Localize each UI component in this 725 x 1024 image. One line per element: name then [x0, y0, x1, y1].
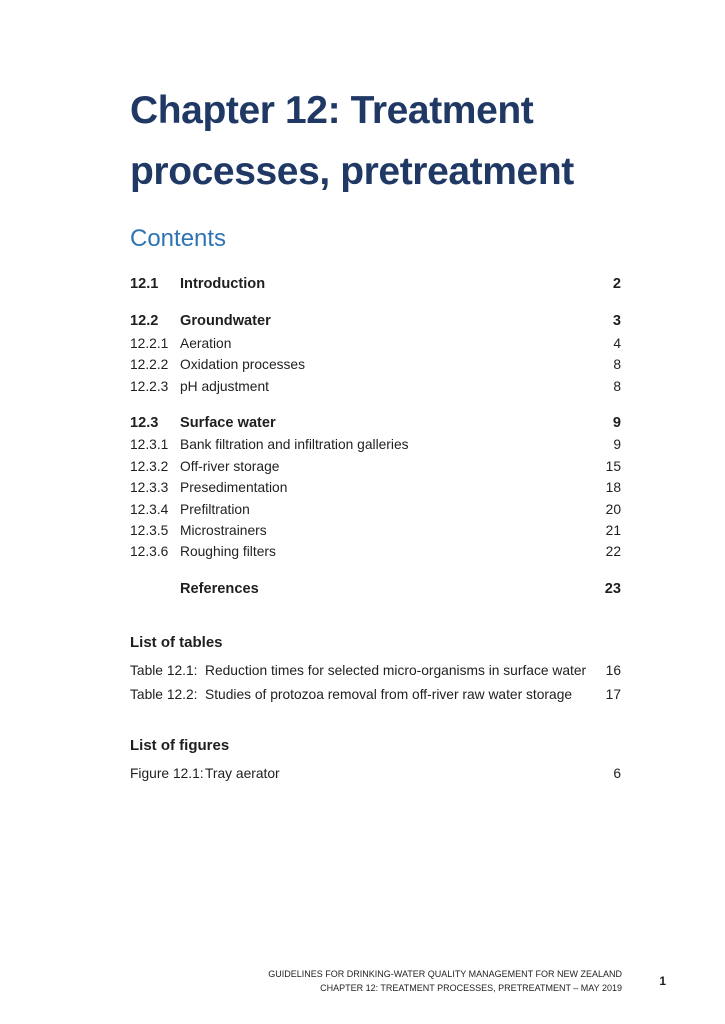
- page-title: [130, 80, 650, 202]
- figure-entry-title: Tray aerator: [205, 766, 280, 781]
- toc-entry-label: pH adjustment: [180, 378, 269, 394]
- toc-entry-references[interactable]: [130, 579, 621, 600]
- table-entry-page: 16: [605, 663, 621, 678]
- contents-heading: Contents: [130, 225, 227, 252]
- table-entry-page: 17: [605, 687, 621, 703]
- toc-entry-number: 12.3.1: [130, 437, 169, 453]
- toc-entry-page: 4: [613, 335, 621, 351]
- toc-entry-groundwater[interactable]: [130, 311, 621, 332]
- toc-entry-label: Surface water: [180, 415, 276, 432]
- toc-entry-label: Introduction: [180, 276, 266, 292]
- toc-entry-label: Groundwater: [180, 313, 271, 330]
- toc-entry-page: 18: [605, 480, 621, 496]
- list-of-figures-heading: List of figures: [130, 737, 230, 754]
- toc-entry-label: Oxidation processes: [180, 357, 306, 373]
- toc-entry-number: 12.3.4: [130, 501, 169, 517]
- toc-entry-number: 12.1: [130, 276, 159, 292]
- toc-entry-page: 15: [605, 458, 621, 474]
- toc-entry-page: 9: [612, 415, 621, 432]
- toc-entry-number: 12.2.2: [130, 357, 169, 373]
- table-entry-12-1[interactable]: [130, 659, 621, 683]
- toc-entry-label: Off-river storage: [180, 458, 280, 474]
- toc-entry-aeration[interactable]: [130, 333, 621, 354]
- toc-entry-oxidation-processes[interactable]: [130, 354, 621, 375]
- page-number: 1: [659, 974, 666, 988]
- table-entry-label: Table 12.1:: [130, 663, 198, 678]
- table-entry-label: Table 12.2:: [130, 687, 198, 703]
- toc-entry-number: 12.3.2: [130, 458, 169, 474]
- toc-entry-page: 22: [605, 544, 621, 560]
- toc-entry-number: 12.2.1: [130, 335, 169, 351]
- list-of-figures: [130, 737, 621, 786]
- toc-entry-prefiltration[interactable]: [130, 499, 621, 520]
- toc-entry-microstrainers[interactable]: [130, 520, 621, 541]
- toc-entry-page: 20: [605, 501, 621, 517]
- page-footer: [268, 968, 622, 995]
- toc-entry-label: Bank filtration and infiltration galleries: [180, 437, 409, 453]
- toc-entry-label: Presedimentation: [180, 480, 288, 496]
- toc-entry-ph-adjustment[interactable]: [130, 376, 621, 397]
- toc-entry-page: 3: [612, 313, 621, 330]
- toc-entry-number: 12.3.6: [130, 544, 169, 560]
- toc-entry-page: 2: [612, 276, 621, 292]
- page-title-line1: Chapter 12: Treatment: [130, 89, 534, 132]
- toc-entry-label: Prefiltration: [180, 501, 250, 517]
- toc-entry-page: 8: [613, 357, 621, 373]
- toc-entry-off-river-storage[interactable]: [130, 456, 621, 477]
- toc-entry-number: 12.2.3: [130, 378, 169, 394]
- figure-entry-label: Figure 12.1:: [130, 766, 204, 781]
- figure-entry-12-1[interactable]: [130, 762, 621, 786]
- toc-entry-label: Roughing filters: [180, 544, 276, 560]
- toc-entry-number: 12.3.3: [130, 480, 169, 496]
- toc-entry-presedimentation[interactable]: [130, 477, 621, 498]
- toc-entry-page: 9: [613, 437, 621, 453]
- toc-entry-number: 12.3: [130, 415, 159, 432]
- toc-entry-number: 12.2: [130, 313, 159, 330]
- table-entry-title: Reduction times for selected micro-organisms in surface water: [205, 663, 587, 678]
- toc-entry-number: 12.3.5: [130, 523, 169, 539]
- footer-line2: CHAPTER 12: TREATMENT PROCESSES, PRETREATMENT – MAY 2019: [320, 982, 622, 993]
- table-of-contents: [130, 274, 621, 600]
- toc-entry-page: 21: [605, 523, 621, 539]
- toc-entry-page: 23: [604, 580, 621, 597]
- toc-entry-surface-water[interactable]: [130, 413, 621, 434]
- toc-entry-roughing-filters[interactable]: [130, 541, 621, 562]
- toc-entry-page: 8: [613, 378, 621, 394]
- toc-entry-label: References: [180, 580, 259, 597]
- list-of-tables-heading: List of tables: [130, 634, 223, 651]
- footer-line1: GUIDELINES FOR DRINKING-WATER QUALITY MANAGEMENT FOR NEW ZEALAND: [268, 969, 622, 979]
- page-title-line2: processes, pretreatment: [130, 150, 574, 193]
- toc-entry-introduction[interactable]: [130, 274, 621, 295]
- list-of-tables: [130, 634, 621, 707]
- table-entry-12-2[interactable]: [130, 683, 621, 707]
- toc-entry-label: Microstrainers: [180, 523, 267, 539]
- table-entry-title: Studies of protozoa removal from off-river raw water storage: [205, 687, 573, 703]
- toc-entry-bank-filtration[interactable]: [130, 434, 621, 455]
- figure-entry-page: 6: [613, 766, 621, 781]
- toc-entry-label: Aeration: [180, 335, 232, 351]
